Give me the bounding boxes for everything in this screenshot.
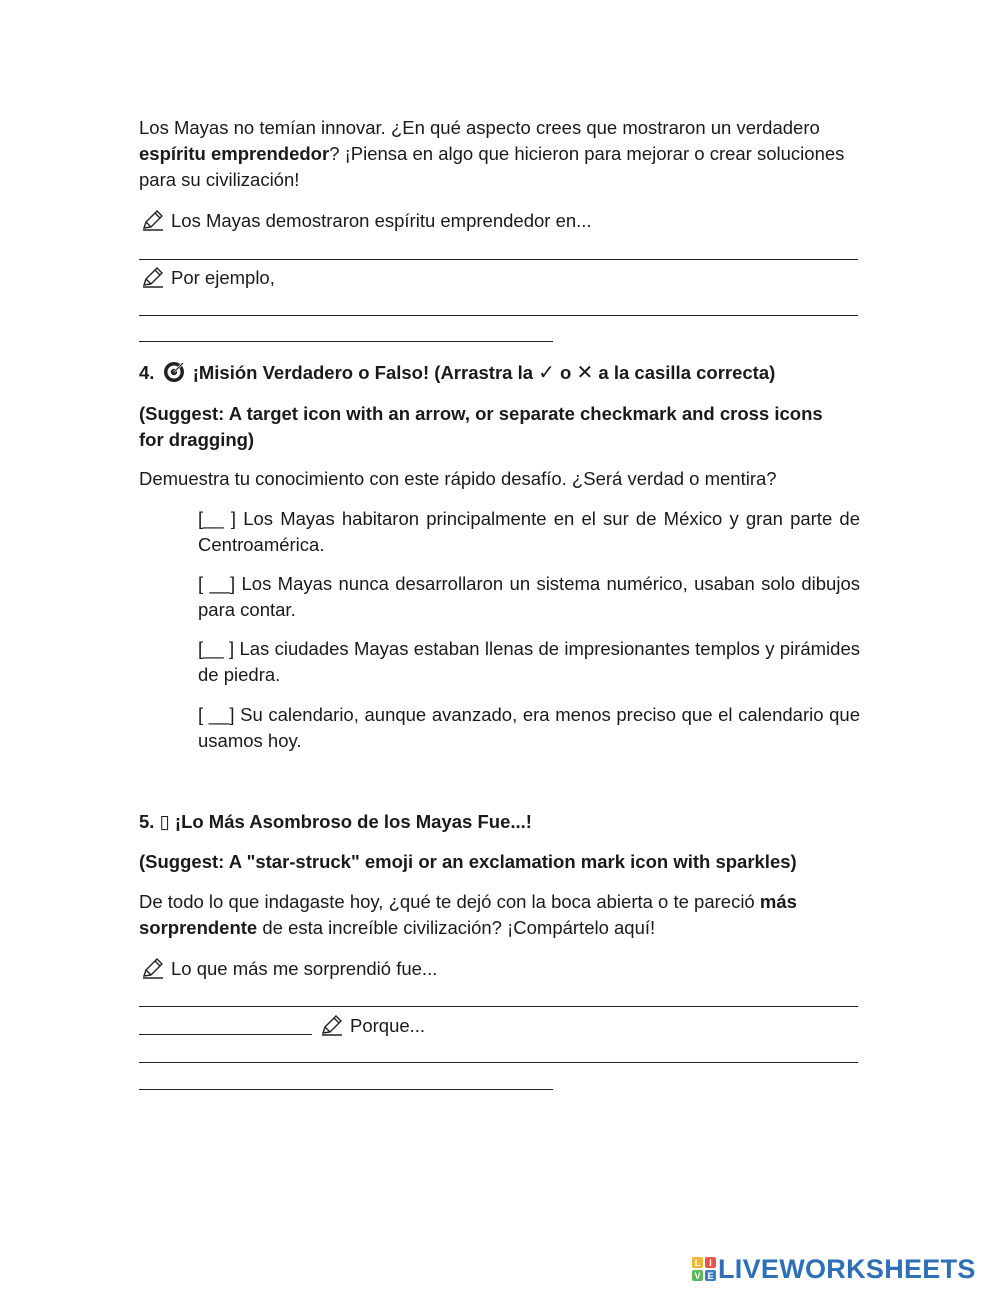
q4-suggest: (Suggest: A target icon with an arrow, or separate checkmark and cross icons for dragging) [139,403,823,450]
q3-intro [139,115,859,193]
q5-prompt-2-text: Porque... [350,1015,426,1036]
q4-heading [139,360,859,386]
q4-item-4: [ __] Su calendario, aunque avanzado, era menos preciso que el calendario que usamos hoy. [198,704,860,751]
q3-intro-part1: Los Mayas no temían innovar. ¿En qué aspecto crees que mostraron un verdadero [139,117,820,138]
logo-text: LIVEWORKSHEETS [718,1254,976,1284]
liveworksheets-logo-mark-icon [692,1257,716,1281]
answer-line[interactable] [139,1034,312,1035]
q5-intro-part2: de esta increíble civilización? ¡Compártelo aquí! [257,917,656,938]
q4-heading-or: o [560,362,572,383]
q5-heading [139,809,859,835]
q4-intro: Demuestra tu conocimiento con este rápido desafío. ¿Será verdad o mentira? [139,468,777,489]
pencil-icon [141,209,165,231]
q5-intro [139,889,859,941]
q3-prompt-1 [141,208,592,234]
missing-glyph-icon: ▯ [159,811,170,832]
answer-line[interactable] [139,1089,553,1090]
q5-prompt-1 [141,956,437,982]
logo-mark-letter: I [709,1258,712,1268]
q5-number: 5. [139,811,155,832]
q3-prompt-1-text: Los Mayas demostraron espíritu emprendedor en... [171,210,592,231]
checkmark-icon[interactable]: ✓ [538,362,555,384]
q3-prompt-2-text: Por ejemplo, [171,267,275,288]
q5-intro-bold: más sorprendente [139,891,797,938]
answer-line[interactable] [139,341,553,342]
pencil-icon [320,1014,344,1036]
q5-prompt-1-text: Lo que más me sorprendió fue... [171,958,438,979]
q4-heading-text-1: ¡Misión Verdadero o Falso! (Arrastra la [192,362,533,383]
pencil-icon [141,266,165,288]
q3-intro-bold: espíritu emprendedor [139,143,330,164]
q4-heading-text-2: a la casilla correcta) [598,362,776,383]
answer-line[interactable] [139,259,858,260]
q5-heading-text: ¡Lo Más Asombroso de los Mayas Fue...! [174,811,532,832]
q4-item-2: [ __] Los Mayas nunca desarrollaron un sistema numérico, usaban solo dibujos para contar. [198,573,860,620]
q4-number: 4. [139,362,155,383]
answer-line[interactable] [139,1062,858,1063]
cross-icon[interactable]: ✕ [576,362,594,384]
q4-item-1: [__ ] Los Mayas habitaron principalmente en el sur de México y gran parte de Centroamérica. [198,508,860,555]
answer-line[interactable] [139,315,858,316]
q5-prompt-2 [320,1013,425,1039]
target-icon [163,361,185,383]
answer-line[interactable] [139,1006,858,1007]
q3-intro-part2: ? ¡Piensa en algo que hicieron para mejorar o crear soluciones para su civilización! [139,143,845,190]
q5-intro-part1: De todo lo que indagaste hoy, ¿qué te dejó con la boca abierta o te pareció [139,891,760,912]
logo-mark-letter: E [707,1271,714,1281]
logo-mark-letter: L [694,1258,701,1268]
q3-prompt-2 [141,265,275,291]
pencil-icon [141,957,165,979]
q4-item-3: [__ ] Las ciudades Mayas estaban llenas de impresionantes templos y pirámides de piedra. [198,638,860,685]
q5-suggest: (Suggest: A "star-struck" emoji or an exclamation mark icon with sparkles) [139,851,797,872]
logo-mark-letter: V [694,1271,701,1281]
